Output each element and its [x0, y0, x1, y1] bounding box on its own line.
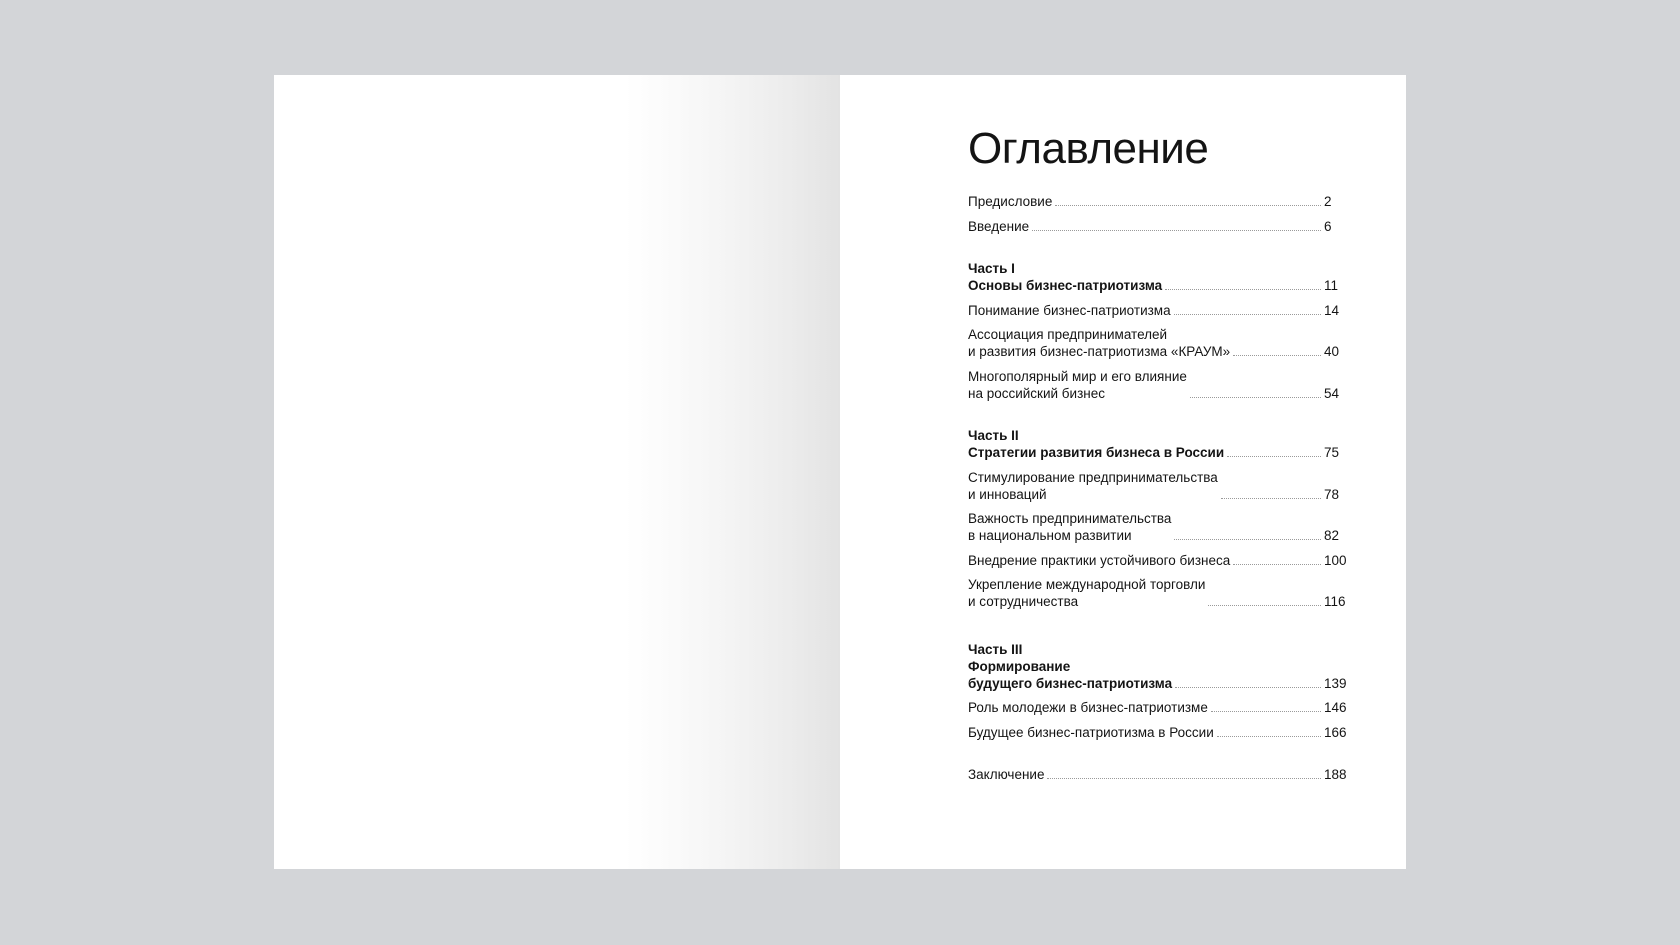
toc-title: Оглавление: [968, 124, 1209, 173]
page-number: 188: [1324, 767, 1347, 782]
table-of-contents: [968, 124, 1350, 791]
page-number: 100: [1324, 552, 1347, 568]
toc-entry: Введение 6: [968, 218, 1350, 235]
left-page-blank: [274, 75, 840, 869]
right-page: [840, 75, 1406, 869]
part-number: Часть III: [968, 641, 1023, 657]
page-number: 2: [1324, 194, 1332, 209]
part-number: Часть II: [968, 428, 1019, 443]
toc-entry: Будущее бизнес-патриотизма в России 166: [968, 724, 1350, 741]
page-number: 6: [1324, 218, 1332, 234]
part-number: Часть I: [968, 261, 1015, 276]
toc-entry: Важность предпринимательства в национальном развитии 82: [968, 510, 1350, 544]
page-number: 139: [1324, 675, 1347, 691]
page-number: 166: [1324, 724, 1347, 740]
toc-entry: Стимулирование предпринимательства и инноваций 78: [968, 469, 1350, 503]
toc-entry: Понимание бизнес-патриотизма 14: [968, 302, 1350, 319]
part-title-entry: Основы бизнес-патриотизма 11: [968, 277, 1350, 294]
part-title-entry: Стратегии развития бизнеса в России 75: [968, 444, 1350, 461]
page-number: 40: [1324, 344, 1340, 359]
toc-entry: Ассоциация предпринимателей и развития бизнес-патриотизма «КРАУМ» 40: [968, 326, 1350, 360]
page-number: 14: [1324, 302, 1340, 318]
toc-entry: Предисловие 2: [968, 193, 1350, 210]
toc-entry: Внедрение практики устойчивого бизнеса 100: [968, 552, 1350, 569]
toc-entry: Укрепление международной торговли и сотрудничества 116: [968, 576, 1350, 610]
page-number: 54: [1324, 385, 1340, 401]
toc-entry: Заключение 188: [968, 766, 1350, 783]
part-title-entry: Формирование будущего бизнес-патриотизма 139: [968, 658, 1350, 692]
page-number: 78: [1324, 486, 1340, 502]
page-number: 146: [1324, 700, 1347, 715]
toc-entry: Роль молодежи в бизнес-патриотизме 146: [968, 699, 1350, 716]
book-spread: [274, 75, 1406, 869]
page-number: 75: [1324, 445, 1340, 460]
page-number: 116: [1324, 594, 1346, 609]
page-number: 11: [1324, 278, 1339, 293]
page-number: 82: [1324, 528, 1340, 543]
toc-entry: Многополярный мир и его влияние на российский бизнес 54: [968, 368, 1350, 402]
